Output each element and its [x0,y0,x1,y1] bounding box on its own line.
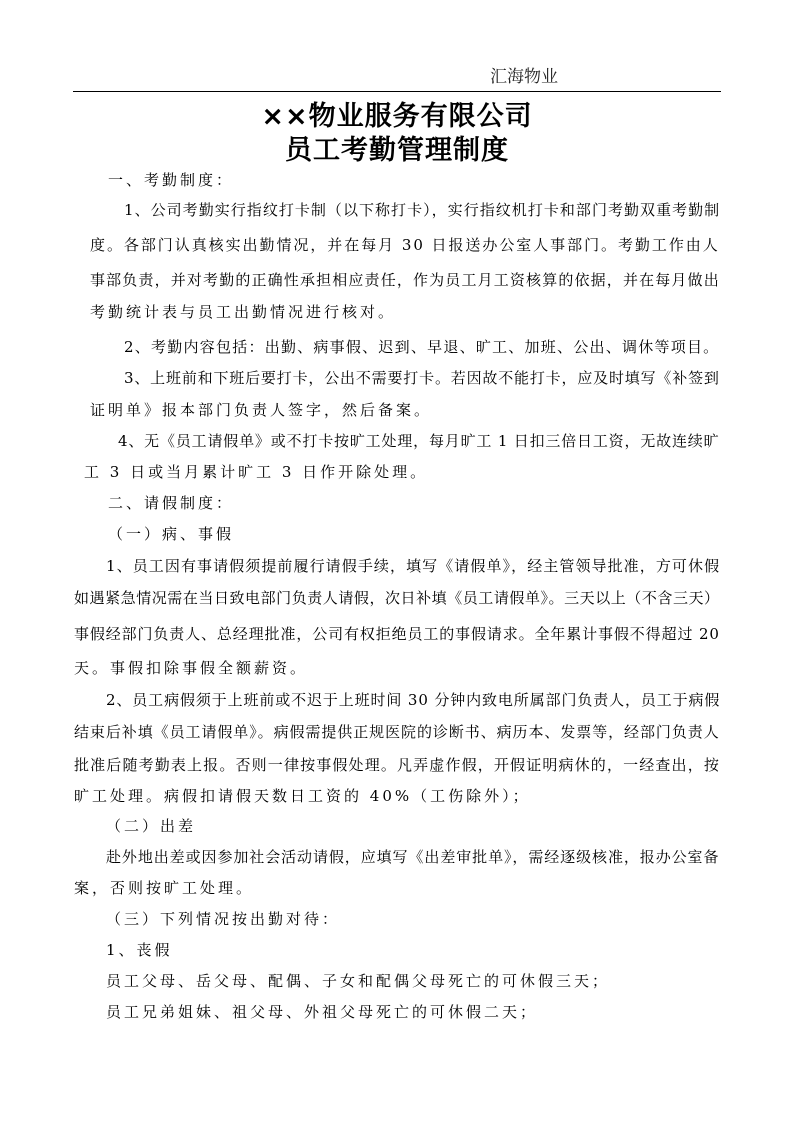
document-title: 员工考勤管理制度 [285,135,509,166]
paragraph-line: 度。各部门认真核实出勤情况，并在每月 30 日报送办公室人事部门。考勤工作由人 [90,236,720,254]
paragraph-line: 如遇紧急情况需在当日致电部门负责人请假，次日补填《员工请假单》。三天以上（不含三天） [74,589,720,607]
paragraph-line: 案，否则按旷工处理。 [74,879,255,897]
paragraph-line: 3、上班前和下班后要打卡，公出不需要打卡。若因故不能打卡，应及时填写《补签到 [124,369,720,387]
paragraph-line: 1、员工因有事请假须提前履行请假手续，填写《请假单》，经主管领导批准，方可休假 [106,557,721,575]
paragraph-line: 证明单》报本部门负责人签字，然后备案。 [90,401,433,419]
paragraph-line: 4、无《员工请假单》或不打卡按旷工处理，每月旷工 1 日扣三倍日工资，无故连续旷 [118,432,720,450]
section-heading-1: 一、考勤制度： [108,171,235,189]
paragraph-line: 2、员工病假须于上班前或不迟于上班时间 30 分钟内致电所属部门负责人，员工于病假 [106,691,721,709]
paragraph-line: 事部负责，并对考勤的正确性承担相应责任，作为员工月工资核算的依据，并在每月做出 [90,271,720,289]
paragraph-line: 赴外地出差或因参加社会活动请假，应填写《出差审批单》，需经逐级核准，报办公室备 [106,848,720,866]
paragraph-line: 工 3 日或当月累计旷工 3 日作开除处理。 [84,463,429,481]
company-title: ××物业服务有限公司 [261,101,533,132]
paragraph-line: 2、考勤内容包括：出勤、病事假、迟到、早退、旷工、加班、公出、调休等项目。 [124,338,720,356]
subsection-heading: （一）病、事假 [108,525,235,543]
paragraph-line: 考勤统计表与员工出勤情况进行核对。 [90,303,397,321]
header-brand: 汇海物业 [490,67,558,87]
paragraph-line: 员工父母、岳父母、配偶、子女和配偶父母死亡的可休假三天； [106,972,611,990]
subsection-heading: （二）出差 [106,817,197,835]
section-heading-2: 二、请假制度： [108,494,235,512]
paragraph-line: 批准后随考勤表上报。否则一律按事假处理。凡弄虚作假，开假证明病休的，一经查出，按 [74,756,721,774]
paragraph-line: 旷工处理。病假扣请假天数日工资的 40%（工伤除外）； [74,787,531,805]
paragraph-line: 1、公司考勤实行指纹打卡制（以下称打卡），实行指纹机打卡和部门考勤双重考勤制 [124,201,721,219]
header-rule [73,91,721,92]
paragraph-line: 员工兄弟姐妹、祖父母、外祖父母死亡的可休假二天； [106,1003,539,1021]
paragraph-line: 天。事假扣除事假全额薪资。 [74,659,309,677]
paragraph-line: 结束后补填《员工请假单》。病假需提供正规医院的诊断书、病历本、发票等，经部门负责人 [74,723,720,741]
paragraph-line: 事假经部门负责人、总经理批准，公司有权拒绝员工的事假请求。全年累计事假不得超过 20 [74,625,720,643]
subsection-heading: （三）下列情况按出勤对待： [106,910,341,928]
paragraph-line: 1、丧假 [106,941,173,959]
